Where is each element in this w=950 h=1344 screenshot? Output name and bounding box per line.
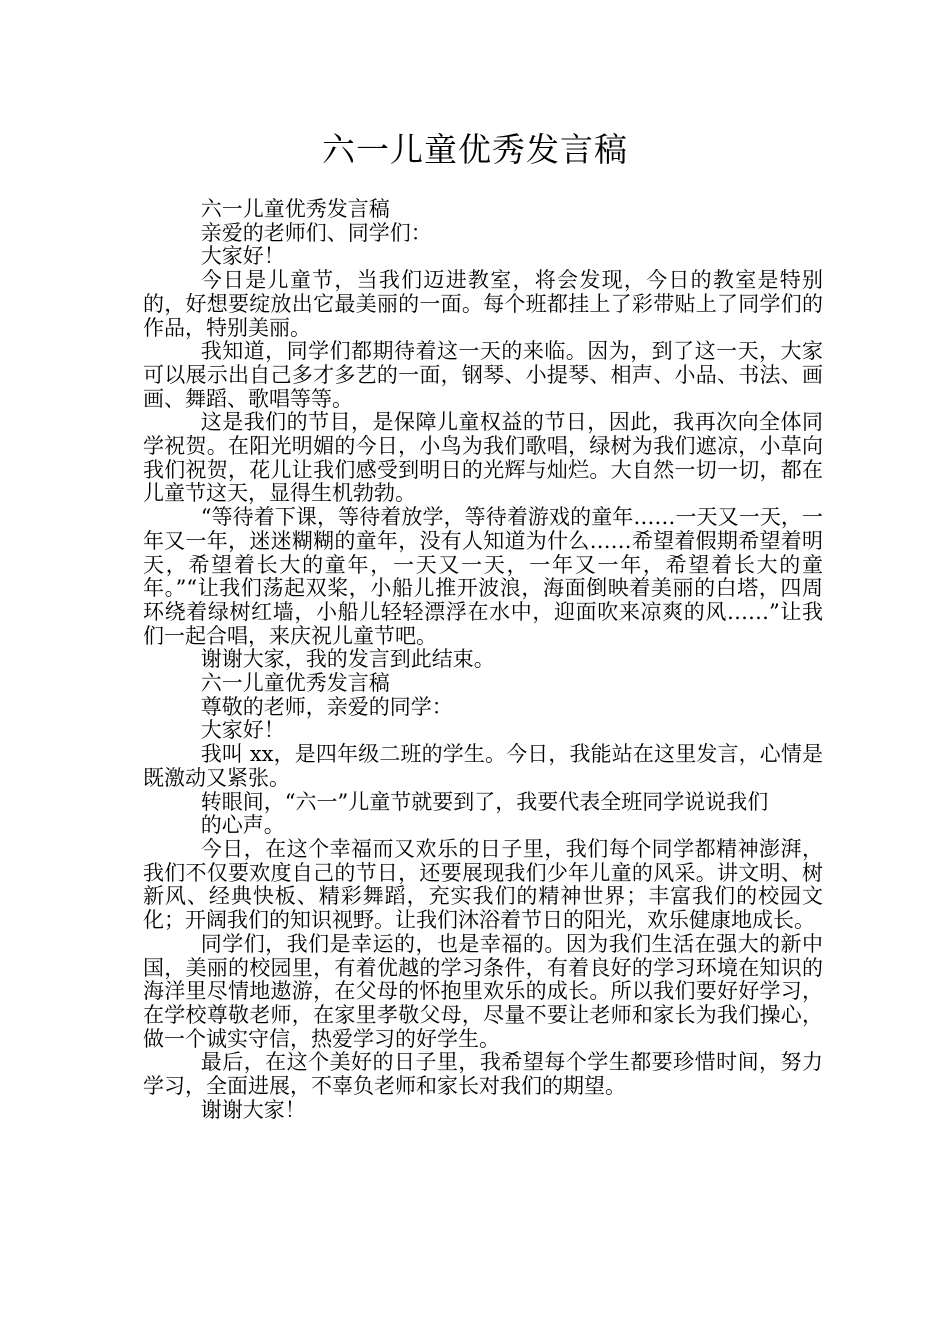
paragraph: 六一儿童优秀发言稿 <box>200 671 390 696</box>
paragraph: 最后，在这个美好的日子里，我希望每个学生都要珍惜时间，努力学习，全面进展，不辜负老师和家长对我们的期望。 <box>143 1050 823 1099</box>
paragraph: 我知道，同学们都期待着这一天的来临。因为，到了这一天，大家可以展示出自己多才多艺的一面，钢琴、小提琴、相声、小品、书法、画画、舞蹈、歌唱等等。 <box>143 339 823 411</box>
paragraph: 今日是儿童节，当我们迈进教室，将会发现，今日的教室是特别的，好想要绽放出它最美丽的一面。每个班都挂上了彩带贴上了同学们的作品，特别美丽。 <box>143 268 823 340</box>
paragraph: 尊敬的老师，亲爱的同学： <box>200 694 453 719</box>
paragraph: 的心声。 <box>200 813 285 838</box>
paragraph: 我叫 xx，是四年级二班的学生。今日，我能站在这里发言，心情是既激动又紧张。 <box>143 742 823 790</box>
paragraph: 今日，在这个幸福而又欢乐的日子里，我们每个同学都精神澎湃，我们不仅要欢度自己的节日，还要展现我们少年儿童的风采。讲文明、树新风、经典快板、精彩舞蹈，充实我们的精神世界；丰富我们的校园文化；开阔我们的知识视野。让我们沐浴着节日的阳光，欢乐健康地成长。 <box>143 836 823 933</box>
paragraph: 同学们，我们是幸运的，也是幸福的。因为我们生活在强大的新中国，美丽的校园里，有着优越的学习条件，有着良好的学习环境在知识的海洋里尽情地遨游，在父母的怀抱里欢乐的成长。所以我们要好好学习，在学校尊敬老师，在家里孝敬父母，尽量不要让老师和家长为我们操心，做一个诚实守信，热爱学习的好学生。 <box>143 931 823 1051</box>
document-title: 六一儿童优秀发言稿 <box>322 130 628 169</box>
paragraph: 转眼间，“六一”儿童节就要到了，我要代表全班同学说说我们 <box>200 789 769 814</box>
paragraph: 大家好！ <box>200 244 285 269</box>
paragraph: 这是我们的节目，是保障儿童权益的节日，因此，我再次向全体同学祝贺。在阳光明媚的今日，小鸟为我们歌唱，绿树为我们遮凉，小草向我们祝贺，花儿让我们感受到明日的光辉与灿烂。大自然一切一切，都在儿童节这天，显得生机勃勃。 <box>143 410 823 506</box>
paragraph: 六一儿童优秀发言稿 <box>200 197 390 221</box>
paragraph: 谢谢大家！ <box>200 1097 306 1122</box>
paragraph: “等待着下课，等待着放学，等待着游戏的童年……一天又一天，一年又一年，迷迷糊糊的童年，没有人知道为什么……希望着假期希望着明天，希望着长大的童年，一天又一天，一年又一年，希望着长大的童年。”“让我们荡起双桨，小船儿推开波浪，海面倒映着美丽的白塔，四周环绕着绿树红墙，小船儿轻轻漂浮在水中，迎面吹来凉爽的风……”让我们一起合唱，来庆祝儿童节吧。 <box>143 505 823 648</box>
paragraph: 谢谢大家，我的发言到此结束。 <box>200 647 495 672</box>
document-body <box>143 198 823 1122</box>
paragraph: 大家好！ <box>200 718 285 743</box>
paragraph: 亲爱的老师们、同学们： <box>200 220 432 245</box>
